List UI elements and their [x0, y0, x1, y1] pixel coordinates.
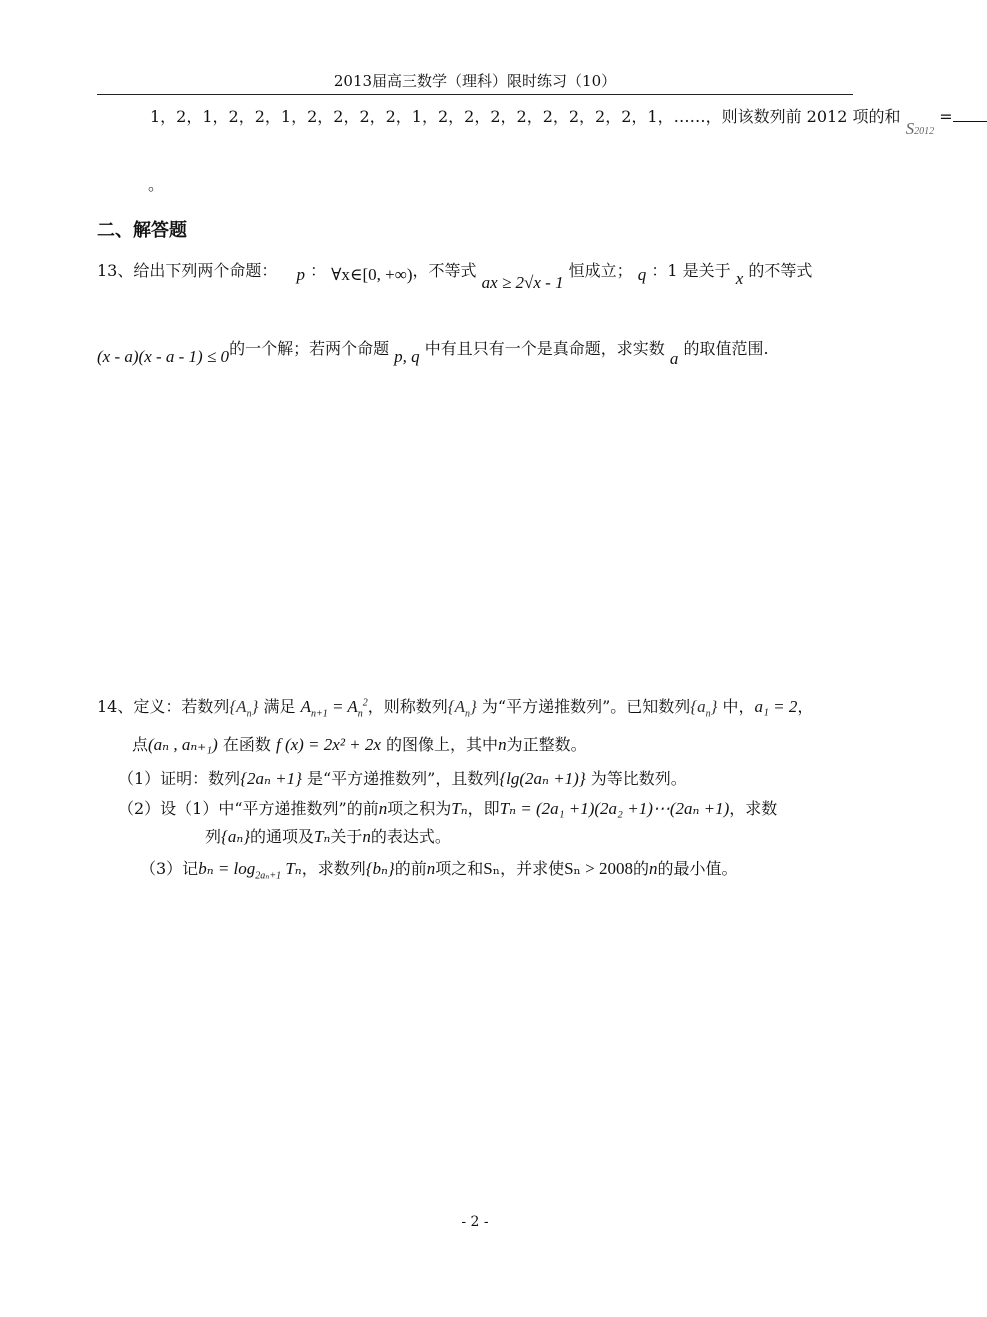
q14-p2-Tn: Tₙ: [451, 799, 468, 818]
q13-inequality: ax ≥ 2√x - 1: [481, 273, 564, 292]
q14-p3-text-b: ，求数列: [301, 859, 366, 878]
q13-text-2: 恒成立；: [568, 261, 633, 280]
q12-end-mark: 。: [148, 175, 165, 194]
q13-forall: ∀x∈[0, +∞): [331, 265, 413, 284]
q14-text-2a: 点: [132, 735, 149, 754]
q14-text-1c: ，则称数列: [367, 697, 448, 716]
q14-p2-Tn-2: Tₙ: [314, 827, 331, 846]
q14-text-1e: 中，: [722, 697, 755, 716]
q13-line-1: [97, 258, 813, 292]
q14-line-1: [97, 694, 813, 719]
q14-p3-Sn-cond: Sₙ > 2008: [564, 859, 633, 878]
q12-sum-symbol: S2012: [905, 119, 935, 138]
q13-text-5: 的一个解；若两个命题: [229, 339, 390, 358]
q13-q-symbol: q: [637, 265, 647, 284]
q14-p2-n-2: n: [362, 827, 371, 846]
q14-n-var: n: [498, 735, 507, 754]
q13-text-1: ，不等式: [412, 261, 477, 280]
q14-p2-n: n: [378, 799, 388, 818]
q14-a1: a₁ = 2: [754, 697, 798, 716]
q14-p1-set: {2aₙ +1}: [240, 769, 302, 788]
q13-text-3: ：1 是关于: [651, 261, 731, 280]
q14-p3-text-e: ，并求使: [500, 859, 565, 878]
q13-text-4: 的不等式: [748, 261, 813, 280]
q13-text-6: 中有且只有一个是真命题，求实数: [424, 339, 665, 358]
section-title: 二、解答题: [97, 220, 187, 241]
q14-p3-text-g: 的最小值。: [657, 859, 738, 878]
q14-set-An-2: $\{A_n\}$: [447, 697, 477, 720]
q14-p3-set: {bₙ}: [365, 859, 395, 878]
q13-text-7: 的取值范围.: [683, 339, 769, 358]
q14-point: (aₙ , aₙ₊₁): [148, 735, 218, 754]
q14-p2-text-a: （2）设（1）中“平方递推数列”的前: [118, 799, 379, 818]
q14-set-An: $\{A_n\}$: [229, 697, 259, 720]
q13-line-2: [97, 336, 769, 368]
q12-answer-blank: [953, 107, 987, 122]
q14-p1-text-b: 是“平方递推数列”，且数列: [307, 769, 500, 788]
q14-p1-text-a: （1）证明：数列: [118, 769, 241, 788]
q13-p-symbol: p: [296, 265, 305, 284]
q14-text-1f: ，: [797, 697, 814, 716]
q14-line-2: [132, 732, 587, 755]
q13-colon: ：: [310, 261, 327, 280]
q14-p1-text-c: 为等比数列。: [590, 769, 687, 788]
q12-sequence-line: [150, 104, 987, 138]
q14-set-an: $\{a_n\}$: [690, 697, 718, 720]
q14-text-2b: 在函数: [222, 735, 271, 754]
q14-function: f (x) = 2x² + 2x: [275, 735, 381, 754]
q14-p3-n-2: n: [649, 859, 658, 878]
q14-part-1: [118, 766, 687, 789]
q14-text-2c: 的图像上，其中: [386, 735, 499, 754]
page-number: - 2 -: [461, 1214, 489, 1230]
q14-p2-text-f: 的通项及: [250, 827, 315, 846]
page-header-title: 2013届高三数学（理科）限时练习（10）: [333, 72, 617, 90]
q14-p3-text-c: 的前: [394, 859, 427, 878]
q13-x-symbol: x: [735, 269, 744, 288]
q14-text-1d: 为“平方递推数列”。已知数列: [481, 697, 691, 716]
q14-p2-set: {aₙ}: [221, 827, 251, 846]
q14-recurrence: $A_{n+1} = A_n^2$: [300, 697, 368, 720]
q13-a-symbol: a: [669, 349, 679, 368]
q14-p1-set-2: {lg(2aₙ +1)}: [499, 769, 586, 788]
q14-part-2-line-2: [205, 824, 451, 847]
q14-text-2d: 为正整数。: [506, 735, 587, 754]
q14-p3-text-a: （3）记: [140, 859, 199, 878]
q14-p2-text-e: 列: [205, 827, 222, 846]
q14-p2-text-c: ，即: [467, 799, 500, 818]
q14-p3-n: n: [426, 859, 436, 878]
q14-p3-Sn: Sₙ: [483, 859, 501, 878]
q14-p2-product: Tₙ = (2a₁ +1)(2a₂ +1)⋯(2aₙ +1): [499, 799, 730, 818]
q14-text-1a: 14、定义：若数列: [97, 697, 230, 716]
q14-p3-text-d: 项之和: [435, 859, 484, 878]
q14-part-2-line-1: [118, 796, 777, 819]
q12-sequence-text: 1，2，1，2，2，1，2，2，2，2，1，2，2，2，2，2，2，2，2，1，……，则该数列前 2012 项的和: [150, 107, 901, 126]
q14-p2-text-g: 关于: [330, 827, 363, 846]
q12-equals: =: [939, 107, 953, 126]
q14-p3-log-base: 2aₙ+1: [255, 870, 282, 882]
q14-part-3: [140, 856, 738, 881]
header-rule: [97, 94, 853, 95]
q13-pq-symbols: p, q: [394, 347, 420, 366]
q14-text-1b: 满足: [263, 697, 296, 716]
q14-p2-text-h: 的表达式。: [370, 827, 451, 846]
q14-p2-text-d: ，求数: [729, 799, 778, 818]
q14-p3-bn: $b_n = \log_{2a_n+1} T_n$: [198, 859, 302, 882]
q12-sum-subscript: 2012: [914, 126, 935, 137]
q14-p2-text-b: 项之积为: [387, 799, 452, 818]
q14-p3-text-f: 的: [632, 859, 649, 878]
q13-number: 13、给出下列两个命题：: [97, 261, 278, 280]
q13-inequality-2: (x - a)(x - a - 1) ≤ 0: [97, 347, 230, 366]
